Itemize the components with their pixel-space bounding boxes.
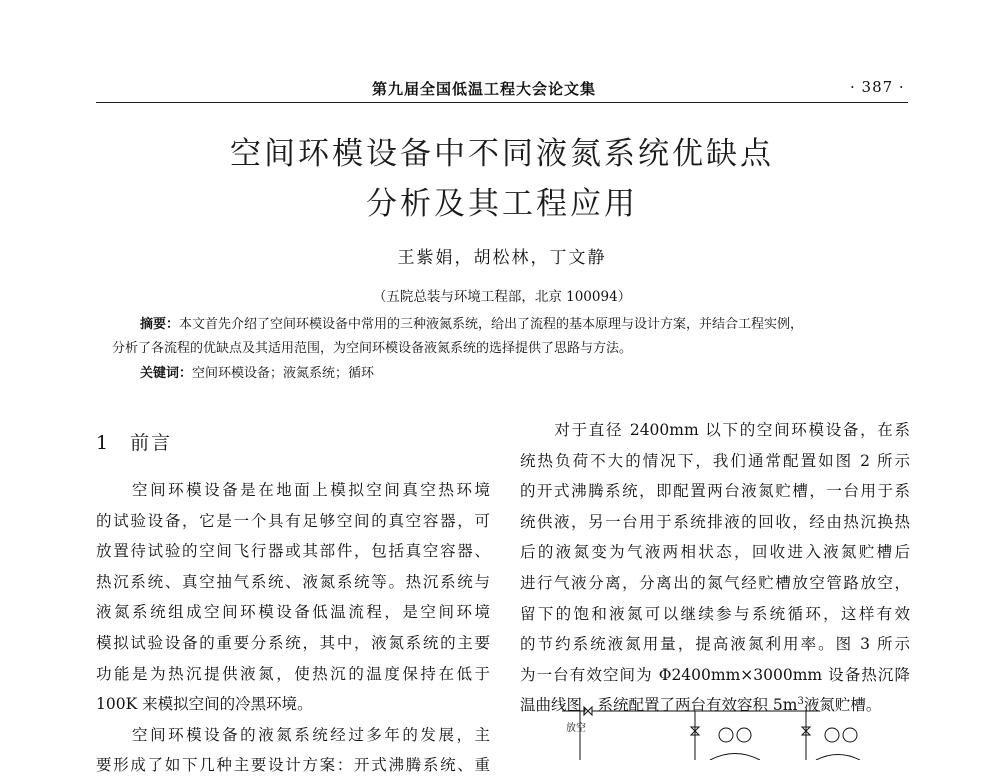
- affiliation: （五院总装与环境工程部，北京 100094）: [372, 289, 632, 305]
- body-line: 液氮系统组成空间环模设备低温流程，是空间环境: [96, 603, 490, 622]
- superscript-3: 3: [797, 696, 804, 708]
- last-line-pre: 温曲线图，系统配置了两台有效容积 5m: [520, 696, 798, 715]
- body-line: 空间环模设备的液氮系统经过多年的发展，主: [96, 725, 490, 744]
- gauge-t-icon-b: [843, 728, 857, 742]
- vent-valve: [584, 707, 592, 715]
- body-line: 进行气液分离，分离出的氮气经贮槽放空管路放空，: [520, 573, 910, 592]
- abstract-label: 摘要：: [140, 317, 180, 332]
- body-line: 放置待试验的空间飞行器或其部件，包括真空容器、: [96, 542, 490, 561]
- tank-top-a: [710, 754, 760, 761]
- flow-diagram-figure: [560, 697, 860, 760]
- running-header-title: 第九届全国低温工程大会论文集: [372, 80, 597, 98]
- body-line: 空间环模设备是在地面上模拟空间真空热环境: [96, 481, 490, 499]
- body-line: 统供液，另一台用于系统排液的回收，经由热沉换热: [520, 512, 910, 531]
- abstract-line1: [140, 313, 803, 337]
- body-line: 热沉系统、真空抽气系统、液氮系统等。热沉系统与: [96, 572, 490, 591]
- tank-top-b: [816, 755, 860, 761]
- body-line: 的开式沸腾系统，即配置两台液氮贮槽，一台用于系: [520, 482, 910, 501]
- body-line: 的试验设备，它是一个具有足够空间的真空容器，可: [96, 511, 490, 530]
- body-line: 为一台有效空间为 Φ2400mm×3000mm 设备热沉降: [520, 665, 910, 684]
- body-line: 留下的饱和液氮可以继续参与系统循环，这样有效: [520, 604, 910, 623]
- body-line: 功能是为热沉提供液氮，使热沉的温度保持在低于: [96, 664, 490, 683]
- body-line: 100K 来模拟空间的冷黑环境。: [96, 695, 313, 714]
- abstract-line2: [112, 337, 632, 361]
- gauge-p-icon-b: [825, 728, 839, 742]
- gauge-t-icon-a: [737, 728, 751, 742]
- keywords-label: 关键词：: [140, 366, 193, 381]
- header-rule: [96, 102, 908, 103]
- last-line-post: 液氮贮槽。: [803, 696, 882, 715]
- keywords-text: 空间环模设备；液氮系统；循环: [192, 366, 375, 381]
- body-line: 对于直径 2400mm 以下的空间环模设备，在系: [520, 421, 910, 439]
- vent-label: 放空: [566, 723, 586, 734]
- paper-title-line1: 空间环模设备中不同液氮系统优缺点: [230, 136, 774, 172]
- abstract-text-2: 分析了各流程的优缺点及其适用范围，为空间环模设备液氮系统的选择提供了思路与方法。: [112, 341, 633, 356]
- keywords-line: [140, 362, 374, 386]
- authors: 王紫娟，胡松林，丁文静: [397, 248, 607, 268]
- page-number: · 387 ·: [850, 78, 905, 96]
- gauge-p-icon-a: [719, 728, 733, 742]
- body-line: 的节约系统液氮用量，提高液氮利用率。图 3 所示: [520, 635, 910, 654]
- abstract-text-1: 本文首先介绍了空间环模设备中常用的三种液氮系统，给出了流程的基本原理与设计方案，并结合工程实例，: [179, 317, 804, 332]
- section-heading: [96, 428, 192, 455]
- body-line: 要形成了如下几种主要设计方案：开式沸腾系统、重: [96, 756, 490, 775]
- left-column: [96, 475, 490, 781]
- body-line: 后的液氮变为气液两相状态，回收进入液氮贮槽后: [520, 543, 910, 562]
- section-title: 前言: [130, 432, 173, 454]
- paper-title-line2: 分析及其工程应用: [366, 186, 638, 222]
- body-line: 模拟试验设备的重要分系统，其中，液氮系统的主要: [96, 633, 490, 652]
- section-number: 1: [96, 432, 111, 454]
- right-column: [520, 415, 910, 721]
- body-line: 统热负荷不大的情况下，我们通常配置如图 2 所示: [520, 451, 910, 470]
